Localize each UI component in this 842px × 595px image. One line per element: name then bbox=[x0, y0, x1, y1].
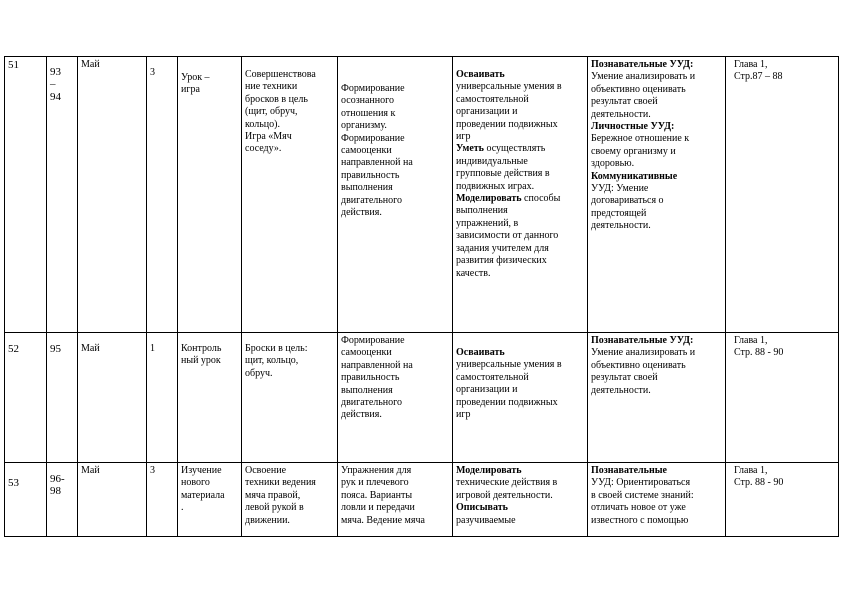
meta-results bbox=[453, 463, 588, 537]
meta-block bbox=[456, 69, 584, 143]
month-cell: Май bbox=[78, 333, 147, 463]
uud-keyword: Познавательные bbox=[591, 465, 667, 476]
meta-block bbox=[456, 193, 584, 280]
lesson-hours: 96- 98 bbox=[47, 463, 78, 537]
hours-count: 3 bbox=[147, 463, 178, 537]
meta-text: универсальные умения в самостоятельной организации и проведении подвижных игр bbox=[456, 81, 562, 143]
textbook-reference: Глава 1, Стр. 88 - 90 bbox=[726, 333, 839, 463]
lesson-plan-table bbox=[4, 56, 839, 537]
lesson-type: Урок – игра bbox=[178, 57, 242, 333]
personal-results: Упражнения для рук и плечевого пояса. Варианты ловли и передачи мяча. Ведение мяча bbox=[338, 463, 453, 537]
meta-block bbox=[456, 502, 584, 527]
uud-block bbox=[591, 121, 722, 171]
uud-keyword: Познавательные УУД: bbox=[591, 335, 694, 346]
hours-count: 1 bbox=[147, 333, 178, 463]
personal-results: Формирование самооценки направленной на правильность выполнения двигательного действия. bbox=[338, 333, 453, 463]
meta-keyword: Осваивать bbox=[456, 347, 505, 358]
lesson-hours: 95 bbox=[47, 333, 78, 463]
month-cell: Май bbox=[78, 57, 147, 333]
meta-keyword: Уметь bbox=[456, 143, 484, 155]
meta-text: осуществлять индивидуальные групповые действия в подвижных играх. bbox=[456, 143, 550, 192]
meta-block bbox=[456, 143, 584, 193]
lesson-type: Изучение нового материала . bbox=[178, 463, 242, 537]
row-number: 51 bbox=[5, 57, 47, 333]
uud-block bbox=[591, 59, 722, 121]
month-cell: Май bbox=[78, 463, 147, 537]
uud-keyword: Познавательные УУД: bbox=[591, 59, 694, 70]
uud-block bbox=[591, 171, 722, 233]
lesson-hours: 93 – 94 bbox=[47, 57, 78, 333]
row-number: 53 bbox=[5, 463, 47, 537]
meta-text: универсальные умения в самостоятельной организации и проведении подвижных игр bbox=[456, 359, 562, 421]
uud-text: Умение анализировать и объективно оценивать результат своей деятельности. bbox=[591, 71, 696, 120]
lesson-type: Контроль ный урок bbox=[178, 333, 242, 463]
uud-keyword: Личностные УУД: bbox=[591, 121, 675, 133]
uud-results bbox=[588, 463, 726, 537]
row-number: 52 bbox=[5, 333, 47, 463]
uud-block bbox=[591, 465, 722, 527]
meta-results bbox=[453, 333, 588, 463]
uud-keyword: Коммуникативные bbox=[591, 170, 678, 182]
meta-keyword: Моделировать bbox=[456, 193, 522, 205]
meta-keyword: Описывать bbox=[456, 502, 508, 514]
meta-block bbox=[456, 347, 584, 421]
uud-block bbox=[591, 335, 722, 397]
lesson-content: Освоение техники ведения мяча правой, левой рукой в движении. bbox=[242, 463, 338, 537]
meta-results bbox=[453, 57, 588, 333]
hours-count: 3 bbox=[147, 57, 178, 333]
textbook-reference: Глава 1, Стр.87 – 88 bbox=[726, 57, 839, 333]
textbook-reference: Глава 1, Стр. 88 - 90 bbox=[726, 463, 839, 537]
meta-block bbox=[456, 465, 584, 502]
uud-text: УУД: Ориентироваться в своей системе знаний: отличать новое от уже известного с помощью bbox=[591, 477, 694, 526]
uud-results bbox=[588, 333, 726, 463]
uud-results bbox=[588, 57, 726, 333]
lesson-content: Совершенствова ние техники бросков в цель (щит, обруч, кольцо). Игра «Мяч соседу». bbox=[242, 57, 338, 333]
personal-results: Формирование осознанного отношения к организму. Формирование самооценки направленной на правильность выполнения двигательного действия. bbox=[338, 57, 453, 333]
lesson-content: Броски в цель: щит, кольцо, обруч. bbox=[242, 333, 338, 463]
uud-text: УУД: Умение договариваться о предстоящей деятельности. bbox=[591, 183, 664, 232]
meta-text: технические действия в игровой деятельности. bbox=[456, 477, 558, 501]
uud-text: Бережное отношение к своему организму и здоровью. bbox=[591, 133, 690, 170]
meta-text: способы выполнения упражнений, в зависимости от данного задания учителем для развития физических качеств. bbox=[456, 193, 561, 279]
meta-text: разучиваемые bbox=[456, 514, 516, 526]
meta-keyword: Моделировать bbox=[456, 465, 522, 476]
uud-text: Умение анализировать и объективно оценивать результат своей деятельности. bbox=[591, 347, 696, 396]
table-row bbox=[5, 463, 839, 537]
meta-keyword: Осваивать bbox=[456, 69, 505, 80]
table-row bbox=[5, 57, 839, 333]
table-row bbox=[5, 333, 839, 463]
